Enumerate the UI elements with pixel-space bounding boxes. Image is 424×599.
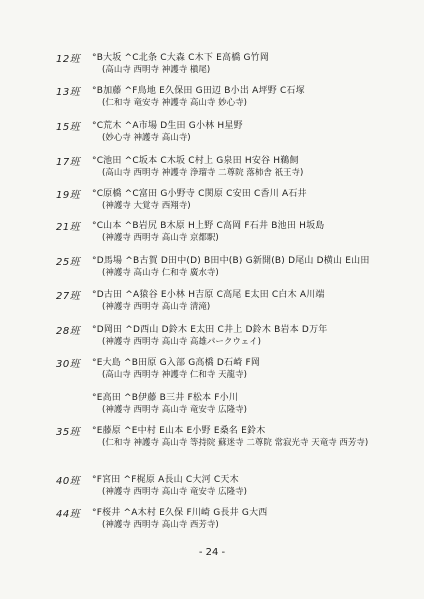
page-number: - 24 - [198, 547, 226, 558]
group-members: °F桜井 ^A木村 E久保 F川崎 G長井 G大西 [92, 508, 268, 518]
group-temples: (神護寺 西明寺 高山寺 竜安寺 広隆寺) [102, 487, 247, 497]
group-number: 21班 [56, 222, 81, 233]
group-members: °E大島 ^B田原 G入部 G高橋 D石崎 F岡 [92, 358, 261, 368]
group-temples: (神護寺 西明寺 高山寺 高雄パークウェイ) [102, 337, 261, 347]
group-members: °C荒木 ^A市場 D生田 G小林 H星野 [92, 121, 243, 131]
group-members: °E高田 ^B伊藤 B三井 F松本 F小川 [92, 393, 239, 403]
group-members: °D古田 ^A猿谷 E小林 H吉原 C高尾 E太田 C白木 A川端 [92, 290, 325, 300]
group-number: 27班 [56, 291, 81, 302]
group-number: 30班 [56, 359, 81, 370]
group-members: °B加藤 ^F鳥地 E久保田 G田辺 B小出 A坪野 C石塚 [92, 86, 305, 96]
group-temples: (妙心寺 神護寺 高山寺) [102, 133, 191, 143]
group-temples: (神護寺 西明寺 高山寺 竜安寺 広隆寺) [102, 405, 247, 415]
group-members: °C池田 ^C坂本 C木坂 C村上 G泉田 H安谷 H鵜飼 [92, 156, 299, 166]
group-members: °B大坂 ^C北条 C大森 C木下 E高橋 G竹岡 [92, 53, 270, 63]
group-temples: (高山寺 西明寺 神護寺 仁和寺 天龍寺) [102, 370, 247, 380]
group-members: °F宮田 ^F梶原 A長山 C大河 C天木 [92, 475, 239, 485]
group-number: 25班 [56, 257, 81, 268]
group-temples: (神護寺 西明寺 高山寺 西芳寺) [102, 520, 219, 530]
group-number: 17班 [56, 157, 81, 168]
group-temples: (高山寺 西明寺 神護寺 浄瑠寺 二尊院 落柿舎 祇王寺) [102, 168, 304, 178]
group-number: 44班 [56, 509, 81, 520]
group-number: 12班 [56, 54, 81, 65]
group-temples: (仁和寺 神護寺 高山寺 等持院 蘇迷寺 二尊院 常寂光寺 天竜寺 西芳寺) [102, 438, 369, 448]
group-temples: (神護寺 西明寺 高山寺 清滝) [102, 302, 211, 312]
group-number: 13班 [56, 87, 81, 98]
group-members: °D馬場 ^B古賀 D田中(D) B田中(B) G新開(B) D尾山 D横山 E山田 [92, 256, 370, 266]
group-members: °D岡田 ^D西山 D鈴木 E太田 C井上 D鈴木 B岩本 D万年 [92, 325, 328, 335]
group-temples: (神護寺 高山寺 仁和寺 廣水寺) [102, 268, 219, 278]
group-members: °E藤原 ^E中村 E山本 E小野 E桑名 E鈴木 [92, 426, 266, 436]
group-members: °C原橋 ^C富田 G小野寺 C関原 C安田 C香川 A石井 [92, 189, 307, 199]
group-members: °C山本 ^B岩尻 B木原 H上野 C高岡 F石井 B池田 H坂島 [92, 221, 325, 231]
group-temples: (神護寺 大覚寺 西翔寺) [102, 201, 191, 211]
group-number: 15班 [56, 122, 81, 133]
group-temples: (高山寺 西明寺 神護寺 槇尾) [102, 65, 211, 75]
group-number: 19班 [56, 190, 81, 201]
group-number: 35班 [56, 427, 81, 438]
group-number: 28班 [56, 326, 81, 337]
group-temples: (神護寺 西明寺 高山寺 京都駅) [102, 233, 219, 243]
group-temples: (仁和寺 竜安寺 神護寺 高山寺 妙心寺) [102, 98, 247, 108]
group-number: 40班 [56, 476, 81, 487]
